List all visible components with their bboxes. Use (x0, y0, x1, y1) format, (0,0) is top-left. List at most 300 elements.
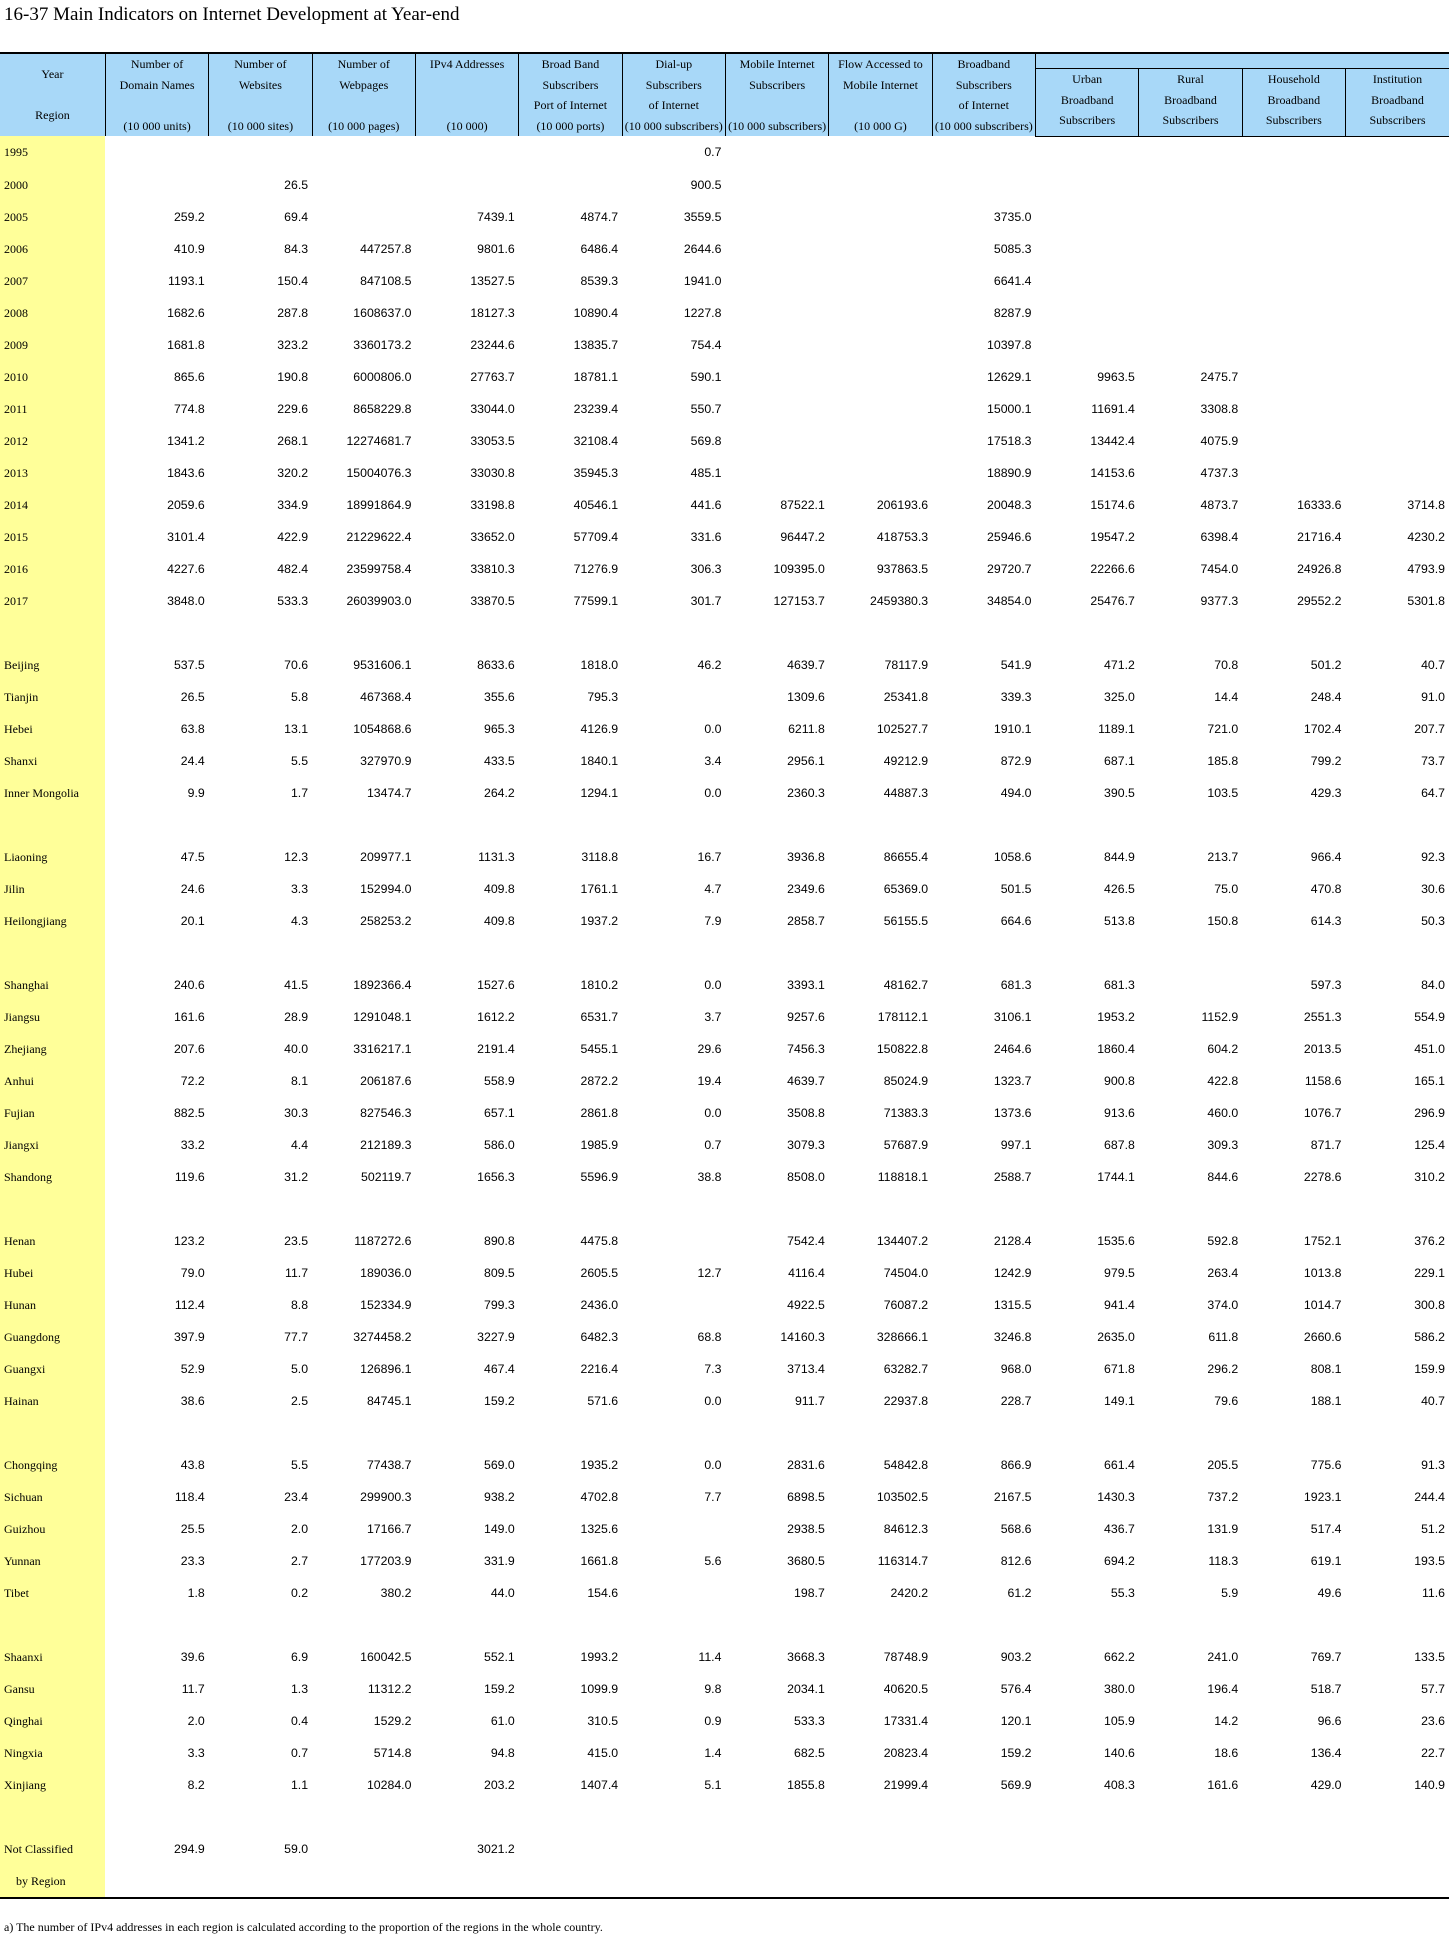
cell: 207.7 (1414, 721, 1445, 736)
cell: 2475.7 (1200, 369, 1239, 384)
cell (519, 937, 622, 969)
cell: 2831.6 (787, 1457, 825, 1472)
cell (312, 169, 415, 201)
cell (725, 617, 828, 649)
cell: 913.6 (1104, 1105, 1135, 1120)
cell (829, 169, 932, 201)
cell (1242, 361, 1345, 393)
cell (829, 937, 932, 969)
cell: 0.7 (290, 1745, 309, 1760)
cell: 597.3 (1310, 977, 1342, 992)
cell: 33810.3 (470, 561, 515, 576)
cell (1346, 1833, 1449, 1865)
cell: 6482.3 (580, 1329, 619, 1344)
cell: 2.0 (290, 1521, 309, 1536)
row-label: 2015 (0, 521, 105, 553)
cell: 339.3 (1000, 689, 1032, 704)
cell (829, 297, 932, 329)
cell: 619.1 (1310, 1553, 1342, 1568)
cell: 4.4 (290, 1137, 309, 1152)
cell (622, 1609, 725, 1641)
sub-column-header-l2: Broadband (1060, 92, 1114, 107)
cell: 451.0 (1414, 1041, 1445, 1056)
sub-column-header (1035, 69, 1138, 137)
cell: 397.9 (173, 1329, 205, 1344)
table-row (0, 1545, 1449, 1577)
cell: 681.3 (1000, 977, 1032, 992)
table-body (0, 136, 1449, 1898)
table-row (0, 1577, 1449, 1609)
cell: 5.9 (1221, 1585, 1239, 1600)
cell: 1187272.6 (354, 1233, 412, 1248)
cell (415, 1801, 518, 1833)
cell: 1993.2 (580, 1649, 619, 1664)
cell (519, 617, 622, 649)
cell: 287.8 (277, 305, 309, 320)
cell: 533.3 (794, 1713, 825, 1728)
cell: 320.2 (277, 465, 309, 480)
cell: 1158.6 (1304, 1073, 1342, 1088)
cell: 92.3 (1421, 849, 1445, 864)
cell: 52.9 (180, 1361, 205, 1376)
cell: 429.3 (1310, 785, 1342, 800)
cell (1035, 937, 1138, 969)
row-label: 2000 (0, 169, 105, 201)
sub-column-header-l2: Broadband (1164, 92, 1217, 107)
cell: 2459380.3 (870, 593, 929, 608)
cell (1035, 1865, 1138, 1898)
cell: 847108.5 (360, 273, 412, 288)
cell: 17166.7 (366, 1521, 412, 1536)
cell: 2938.5 (787, 1521, 825, 1536)
cell (622, 1193, 725, 1225)
column-header-l2: Domain Names (119, 77, 195, 92)
cell: 569.9 (1000, 1777, 1032, 1792)
cell: 39.6 (180, 1649, 205, 1664)
column-header-l3: of Internet (958, 98, 1009, 112)
cell: 34854.0 (987, 593, 1032, 608)
cell: 7542.4 (787, 1233, 825, 1248)
cell (932, 1833, 1035, 1865)
cell (1139, 136, 1242, 169)
cell (829, 457, 932, 489)
cell: 33870.5 (470, 593, 515, 608)
cell: 152994.0 (360, 881, 412, 896)
column-header-l1: Mobile Internet (739, 57, 815, 71)
column-header-l3 (210, 95, 310, 116)
row-label: Hainan (0, 1385, 105, 1417)
cell: 306.3 (690, 561, 722, 576)
cell: 152334.9 (360, 1297, 412, 1312)
cell: 23239.4 (573, 401, 619, 416)
cell (312, 1865, 415, 1898)
cell: 1430.3 (1097, 1489, 1135, 1504)
cell: 33.2 (180, 1137, 205, 1152)
cell (829, 1417, 932, 1449)
cell: 657.1 (483, 1105, 515, 1120)
cell (1346, 136, 1449, 169)
cell: 23.3 (180, 1553, 205, 1568)
cell: 1315.5 (993, 1297, 1032, 1312)
cell (1346, 425, 1449, 457)
cell: 1661.8 (580, 1553, 619, 1568)
cell: 25476.7 (1090, 593, 1135, 608)
cell (1242, 1865, 1345, 1898)
cell: 687.8 (1104, 1137, 1135, 1152)
cell: 8287.9 (993, 305, 1032, 320)
row-label: Jiangxi (0, 1129, 105, 1161)
cell: 966.4 (1310, 849, 1342, 864)
cell (725, 457, 828, 489)
table-row (0, 1833, 1449, 1865)
cell (415, 937, 518, 969)
cell: 694.2 (1104, 1553, 1135, 1568)
cell: 33652.0 (470, 529, 515, 544)
cell (1346, 937, 1449, 969)
column-header-l1: Flow Accessed to (838, 57, 923, 71)
cell: 799.2 (1310, 753, 1342, 768)
cell: 799.3 (483, 1297, 515, 1312)
cell: 29720.7 (987, 561, 1032, 576)
cell: 3274458.2 (353, 1329, 412, 1344)
row-label: 2016 (0, 553, 105, 585)
cell: 28.9 (284, 1009, 309, 1024)
cell: 79.0 (180, 1265, 205, 1280)
cell: 485.1 (690, 465, 722, 480)
cell (932, 617, 1035, 649)
cell: 554.9 (1414, 1009, 1445, 1024)
cell: 1407.4 (580, 1777, 619, 1792)
cell (1035, 1193, 1138, 1225)
cell (415, 136, 518, 169)
cell: 0.7 (704, 145, 722, 160)
cell: 965.3 (483, 721, 515, 736)
table-row (0, 233, 1449, 265)
cell (519, 809, 622, 841)
cell: 79.6 (1214, 1393, 1239, 1408)
cell: 3735.0 (993, 209, 1032, 224)
cell (1139, 265, 1242, 297)
cell (1139, 201, 1242, 233)
cell: 328666.1 (876, 1329, 929, 1344)
cell: 1.8 (187, 1585, 205, 1600)
cell: 29.6 (697, 1041, 722, 1056)
cell: 10397.8 (987, 337, 1032, 352)
cell: 140.6 (1104, 1745, 1135, 1760)
cell (932, 1865, 1035, 1898)
cell: 20.1 (180, 913, 205, 928)
cell: 203.2 (483, 1777, 515, 1792)
cell (1035, 1609, 1138, 1641)
cell: 51.2 (1421, 1521, 1445, 1536)
cell: 57687.9 (883, 1137, 929, 1152)
cell: 8658229.8 (353, 401, 412, 416)
cell (312, 617, 415, 649)
cell: 467.4 (483, 1361, 515, 1376)
cell (1242, 809, 1345, 841)
cell: 57709.4 (573, 529, 619, 544)
cell: 3308.8 (1200, 401, 1239, 416)
cell: 12274681.7 (346, 433, 412, 448)
column-header (622, 53, 725, 136)
cell (622, 681, 725, 713)
cell: 177203.9 (360, 1553, 412, 1568)
spacer-row (0, 1193, 1449, 1225)
cell: 91.0 (1421, 689, 1445, 704)
sub-column-header (1346, 69, 1449, 137)
cell (415, 809, 518, 841)
column-header-l2: Mobile Internet (842, 77, 918, 92)
cell: 29552.2 (1297, 593, 1342, 608)
cell: 2420.2 (890, 1585, 929, 1600)
cell: 2861.8 (580, 1105, 619, 1120)
cell (1346, 1801, 1449, 1833)
cell: 1941.0 (683, 273, 722, 288)
cell: 662.2 (1104, 1649, 1135, 1664)
year-region-header (0, 53, 105, 136)
cell: 2034.1 (787, 1681, 825, 1696)
cell: 6641.4 (993, 273, 1032, 288)
table-row (0, 1513, 1449, 1545)
cell: 774.8 (173, 401, 205, 416)
cell: 64.7 (1421, 785, 1445, 800)
cell: 3227.9 (477, 1329, 515, 1344)
cell: 0.0 (704, 721, 722, 736)
cell: 429.0 (1310, 1777, 1342, 1792)
row-label: 1995 (0, 136, 105, 169)
cell: 8.1 (290, 1073, 309, 1088)
cell (519, 1609, 622, 1641)
sub-column-header-l3: Subscribers (1369, 113, 1426, 127)
cell (519, 1801, 622, 1833)
sub-column-header (1242, 69, 1345, 137)
cell (725, 1417, 828, 1449)
cell: 120.1 (1000, 1713, 1032, 1728)
cell: 1013.8 (1303, 1265, 1342, 1280)
cell: 1985.9 (580, 1137, 619, 1152)
cell: 537.5 (173, 657, 205, 672)
cell: 77.7 (284, 1329, 309, 1344)
row-label: Beijing (0, 649, 105, 681)
cell: 1193.1 (168, 273, 205, 288)
cell: 422.8 (1207, 1073, 1239, 1088)
cell: 4126.9 (580, 721, 619, 736)
spacer-row (0, 1801, 1449, 1833)
cell: 193.5 (1414, 1553, 1445, 1568)
cell: 300.8 (1414, 1297, 1445, 1312)
cell: 118818.1 (877, 1169, 929, 1184)
footnote: a) The number of IPv4 addresses in each region is calculated according to the proportion of the regions in the whole country. (4, 1920, 603, 1934)
table-row (0, 1161, 1449, 1193)
table-row (0, 745, 1449, 777)
cell: 69.4 (284, 209, 309, 224)
cell (1346, 1609, 1449, 1641)
cell: 1612.2 (477, 1009, 515, 1024)
row-label: Henan (0, 1225, 105, 1257)
cell: 436.7 (1104, 1521, 1135, 1536)
table-row (0, 905, 1449, 937)
cell (622, 1225, 725, 1257)
cell (829, 361, 932, 393)
cell (725, 201, 828, 233)
cell: 844.9 (1104, 849, 1135, 864)
cell: 112.4 (174, 1297, 205, 1312)
column-header-l3 (107, 95, 207, 116)
cell (1139, 1193, 1242, 1225)
cell: 426.5 (1104, 881, 1135, 896)
cell: 18991864.9 (346, 497, 412, 512)
cell (1242, 136, 1345, 169)
cell: 2059.6 (167, 497, 205, 512)
cell: 3101.4 (167, 529, 205, 544)
cell: 15000.1 (987, 401, 1032, 416)
table-row (0, 969, 1449, 1001)
cell: 33053.5 (470, 433, 515, 448)
cell: 2872.2 (580, 1073, 619, 1088)
table-row (0, 201, 1449, 233)
cell: 903.2 (1000, 1649, 1032, 1664)
cell (1242, 457, 1345, 489)
cell (725, 809, 828, 841)
cell: 3393.1 (787, 977, 825, 992)
cell: 0.7 (704, 1137, 722, 1152)
cell: 14.2 (1214, 1713, 1239, 1728)
row-label: Ningxia (0, 1737, 105, 1769)
sub-column-header-l2: Broadband (1267, 92, 1321, 107)
cell: 2216.4 (580, 1361, 619, 1376)
cell (1242, 1417, 1345, 1449)
cell: 410.9 (173, 241, 205, 256)
cell (415, 1417, 518, 1449)
cell (209, 136, 312, 169)
table-row (0, 1257, 1449, 1289)
cell: 68.8 (697, 1329, 722, 1344)
cell (415, 617, 518, 649)
cell (932, 1609, 1035, 1641)
cell: 664.6 (1000, 913, 1032, 928)
cell (829, 136, 932, 169)
cell: 188.1 (1310, 1393, 1342, 1408)
cell: 17331.4 (883, 1713, 929, 1728)
cell: 1058.6 (993, 849, 1032, 864)
table-row (0, 1353, 1449, 1385)
cell: 4.3 (290, 913, 309, 928)
table-row (0, 1225, 1449, 1257)
cell: 1527.6 (477, 977, 515, 992)
cell: 1131.3 (478, 849, 515, 864)
cell: 470.8 (1310, 881, 1342, 896)
cell: 1752.1 (1303, 1233, 1342, 1248)
cell: 8508.0 (787, 1169, 825, 1184)
cell: 334.9 (277, 497, 309, 512)
column-header (519, 53, 622, 136)
cell: 4874.7 (580, 209, 619, 224)
cell: 30.3 (284, 1105, 309, 1120)
cell: 91.3 (1421, 1457, 1445, 1472)
cell: 5596.9 (580, 1169, 619, 1184)
cell: 872.9 (1000, 753, 1032, 768)
cell: 3848.0 (167, 593, 205, 608)
row-label: Xinjiang (0, 1769, 105, 1801)
cell: 380.2 (380, 1585, 412, 1600)
cell: 127153.7 (773, 593, 825, 608)
cell: 23.4 (284, 1489, 309, 1504)
cell (1242, 393, 1345, 425)
column-header-l3 (417, 95, 517, 116)
cell: 737.2 (1207, 1489, 1239, 1504)
cell (1242, 297, 1345, 329)
column-header-unit: (10 000 subscribers) (934, 118, 1033, 133)
cell: 4793.9 (1407, 561, 1445, 576)
cell (1242, 1833, 1345, 1865)
cell: 997.1 (1000, 1137, 1032, 1152)
cell: 240.6 (173, 977, 205, 992)
cell: 258253.2 (360, 913, 412, 928)
table-row (0, 1865, 1449, 1898)
cell: 550.7 (690, 401, 722, 416)
cell (209, 1417, 312, 1449)
subgroup-header-blank (1035, 53, 1449, 69)
cell: 206193.6 (876, 497, 929, 512)
cell (1346, 297, 1449, 329)
cell: 614.3 (1310, 913, 1342, 928)
cell: 22.7 (1421, 1745, 1445, 1760)
cell: 299900.3 (360, 1489, 412, 1504)
cell: 46.2 (697, 657, 722, 672)
cell: 96.6 (1317, 1713, 1342, 1728)
cell (1139, 617, 1242, 649)
cell: 865.6 (173, 369, 205, 384)
row-label: Hunan (0, 1289, 105, 1321)
column-header (415, 53, 518, 136)
cell (1346, 1865, 1449, 1898)
cell: 586.2 (1414, 1329, 1445, 1344)
cell: 558.9 (483, 1073, 515, 1088)
cell: 18890.9 (987, 465, 1032, 480)
cell: 309.3 (1207, 1137, 1239, 1152)
cell: 890.8 (483, 1233, 515, 1248)
cell (622, 937, 725, 969)
cell: 1341.2 (167, 433, 205, 448)
cell (829, 1609, 932, 1641)
cell: 310.5 (587, 1713, 619, 1728)
cell: 44887.3 (883, 785, 929, 800)
column-header-l2: Subscribers (542, 77, 599, 92)
column-header-l1: Broadband (957, 57, 1011, 71)
cell: 41.5 (284, 977, 309, 992)
table-row (0, 1289, 1449, 1321)
table-row (0, 585, 1449, 617)
cell: 116314.7 (877, 1553, 929, 1568)
cell (1035, 1833, 1138, 1865)
cell (1346, 361, 1449, 393)
cell: 1744.1 (1097, 1169, 1135, 1184)
cell (1139, 1833, 1242, 1865)
cell: 3559.5 (683, 209, 722, 224)
cell: 687.1 (1104, 753, 1135, 768)
column-header-unit: (10 000) (446, 118, 488, 133)
row-label: 2009 (0, 329, 105, 361)
cell: 2.0 (187, 1713, 205, 1728)
row-label: Anhui (0, 1065, 105, 1097)
cell: 1189.1 (1098, 721, 1135, 736)
cell: 517.4 (1310, 1521, 1342, 1536)
cell: 263.4 (1207, 1265, 1239, 1280)
cell: 11312.2 (367, 1681, 412, 1696)
row-label: 2014 (0, 489, 105, 521)
cell: 14.4 (1214, 689, 1239, 704)
cell: 75.0 (1214, 881, 1239, 896)
